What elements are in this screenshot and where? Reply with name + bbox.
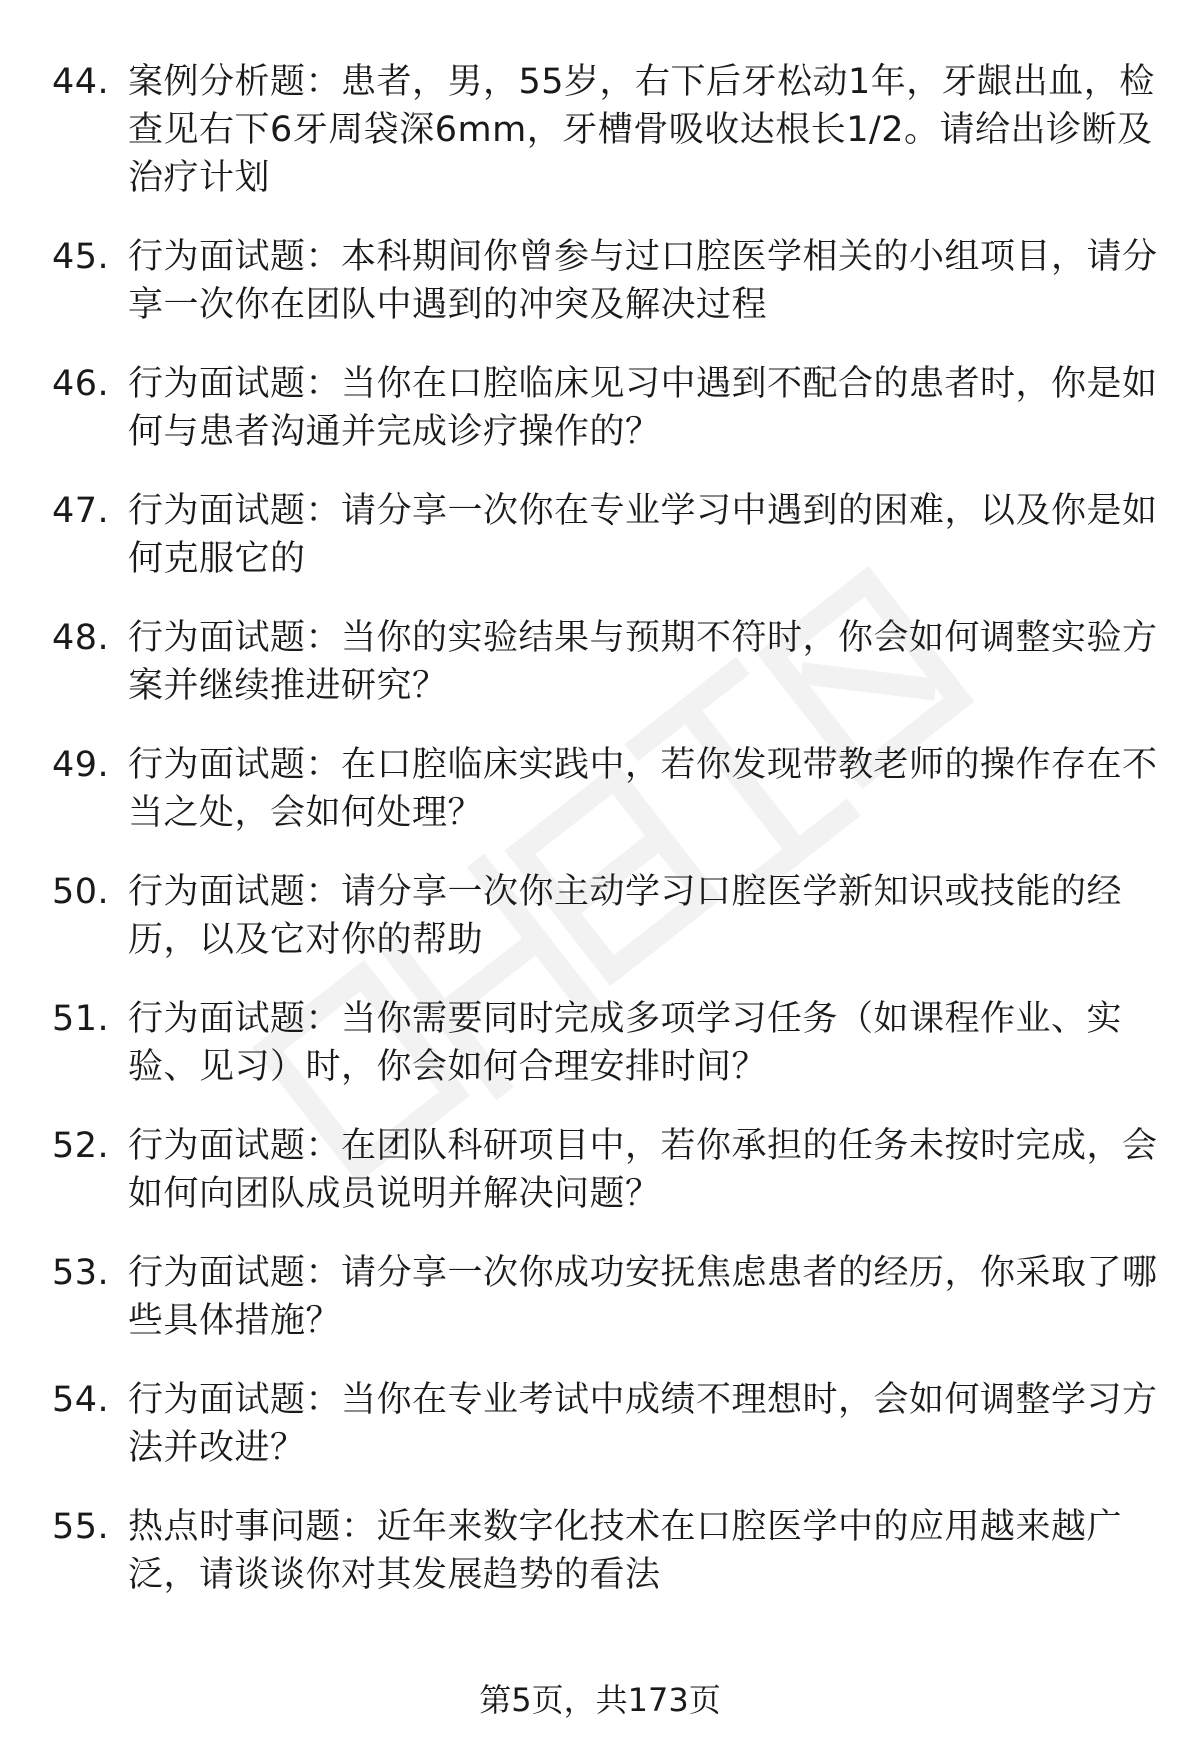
page-number-footer: 第5页，共173页 <box>479 1681 721 1719</box>
question-number: 47. <box>52 491 110 531</box>
question-text: 行为面试题：在团队科研项目中，若你承担的任务未按时完成，会如何向团队成员说明并解决问题？ <box>128 1126 1158 1214</box>
question-item <box>52 360 1162 456</box>
question-item <box>52 868 1162 964</box>
question-item <box>52 1503 1162 1599</box>
question-item <box>52 1122 1162 1218</box>
question-text: 行为面试题：当你在专业考试中成绩不理想时，会如何调整学习方法并改进？ <box>128 1380 1158 1468</box>
question-number: 44. <box>52 62 110 102</box>
question-number: 49. <box>52 745 110 785</box>
question-number: 51. <box>52 999 110 1039</box>
question-text: 行为面试题：请分享一次你在专业学习中遇到的困难，以及你是如何克服它的 <box>128 491 1158 579</box>
question-number: 54. <box>52 1380 110 1420</box>
question-item <box>52 233 1162 329</box>
question-text: 热点时事问题：近年来数字化技术在口腔医学中的应用越来越广泛，请谈谈你对其发展趋势的看法 <box>128 1507 1123 1595</box>
question-text: 行为面试题：本科期间你曾参与过口腔医学相关的小组项目，请分享一次你在团队中遇到的冲突及解决过程 <box>128 237 1158 325</box>
question-item <box>52 614 1162 710</box>
question-text: 行为面试题：在口腔临床实践中，若你发现带教老师的操作存在不当之处，会如何处理？ <box>128 745 1158 833</box>
question-item <box>52 487 1162 583</box>
question-number: 55. <box>52 1507 110 1547</box>
question-number: 50. <box>52 872 110 912</box>
question-number: 52. <box>52 1126 110 1166</box>
question-item <box>52 741 1162 837</box>
question-item <box>52 1249 1162 1345</box>
question-number: 48. <box>52 618 110 658</box>
question-number: 46. <box>52 364 110 404</box>
question-text: 行为面试题：当你在口腔临床见习中遇到不配合的患者时，你是如何与患者沟通并完成诊疗操作的？ <box>128 364 1158 452</box>
question-text: 案例分析题：患者，男，55岁，右下后牙松动1年，牙龈出血，检查见右下6牙周袋深6mm，牙槽骨吸收达根长1/2。请给出诊断及治疗计划 <box>128 62 1155 198</box>
question-number: 53. <box>52 1253 110 1293</box>
question-item <box>52 58 1162 202</box>
question-number: 45. <box>52 237 110 277</box>
question-item <box>52 995 1162 1091</box>
question-text: 行为面试题：请分享一次你成功安抚焦虑患者的经历，你采取了哪些具体措施？ <box>128 1253 1158 1341</box>
question-list <box>52 58 1162 1630</box>
question-text: 行为面试题：当你需要同时完成多项学习任务（如课程作业、实验、见习）时，你会如何合理安排时间？ <box>128 999 1123 1087</box>
question-text: 行为面试题：请分享一次你主动学习口腔医学新知识或技能的经历，以及它对你的帮助 <box>128 872 1123 960</box>
question-text: 行为面试题：当你的实验结果与预期不符时，你会如何调整实验方案并继续推进研究？ <box>128 618 1158 706</box>
question-item <box>52 1376 1162 1472</box>
